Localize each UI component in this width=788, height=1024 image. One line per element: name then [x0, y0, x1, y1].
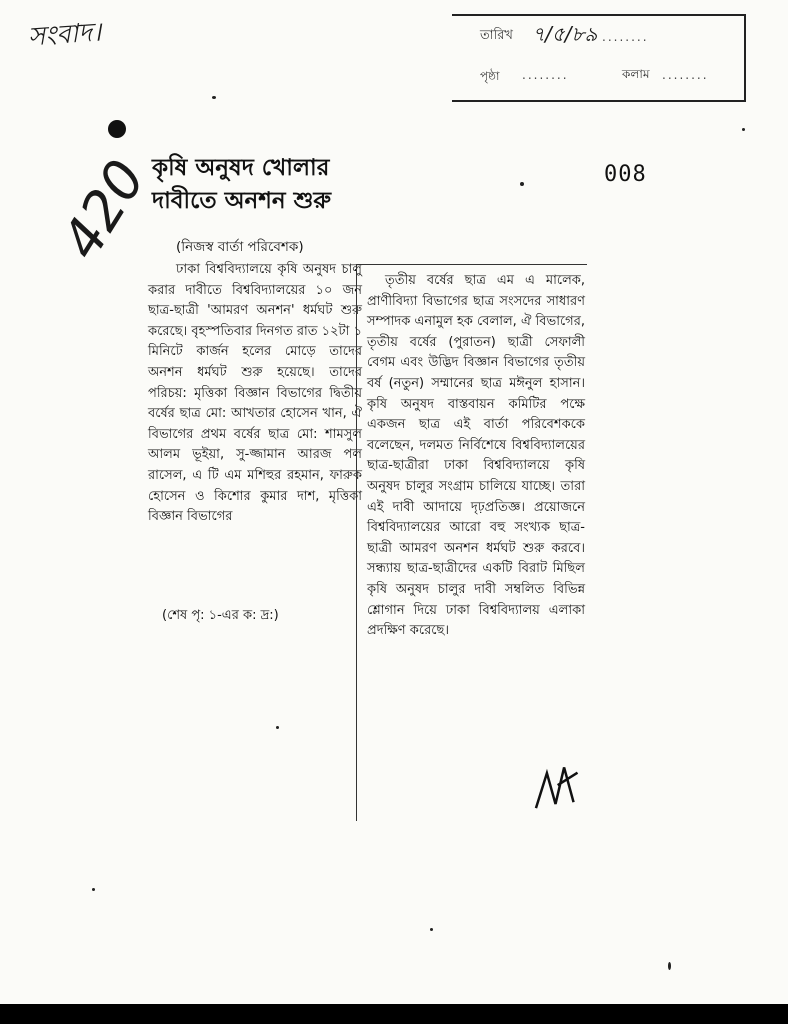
scan-speck — [668, 962, 671, 970]
scan-bottom-edge — [0, 1004, 788, 1024]
article-body-left: ঢাকা বিশ্ববিদ্যালয়ে কৃষি অনুষদ চালু করার দাবীতে বিশ্ববিদ্যালয়ের ১০ জন ছাত্র-ছাত্রী 'আমরণ অনশন' ধর্মঘট শুরু করেছে। বৃহস্পতিবার দিনগত রাত ১২টা ১ মিনিটে কার্জন হলের মোড়ে তাদের অনশন ধর্মঘট শুরু হয়েছে। তাদের পরিচয়: মৃত্তিকা বিজ্ঞান বিভাগের দ্বিতীয় বর্ষের ছাত্র মো: আখতার হোসেন খান, ঐ বিভাগের প্রথম বর্ষের ছাত্র মো: শামসুল আলম ভূইয়া, সু-জ্জামান আরজ পল রাসেল, এ টি এম মশিহুর রহমান, ফারুক হোসেন ও কিশোর কুমার দাশ, মৃত্তিকা বিজ্ঞান বিভাগের — [148, 262, 362, 525]
column-dots: ........ — [662, 68, 709, 82]
article-byline: (নিজস্ব বার্তা পরিবেশক) — [176, 239, 304, 255]
file-number: 008 — [604, 162, 647, 187]
reference-stamp — [452, 14, 746, 102]
column-label: কলাম — [622, 67, 650, 81]
signature-scribble — [524, 759, 592, 815]
article-headline: কৃষি অনুষদ খোলার দাবীতে অনশন শুরু — [152, 155, 332, 215]
scan-speck — [742, 128, 745, 131]
scan-speck — [92, 888, 95, 891]
scan-speck — [276, 726, 279, 729]
scan-speck — [430, 928, 433, 931]
scan-speck — [212, 96, 216, 99]
margin-handwritten-number: 420 — [49, 149, 158, 270]
article-clipping-left — [148, 152, 364, 630]
newspaper-source-annotation: সংবাদ। — [26, 17, 103, 53]
bullet-mark — [108, 120, 126, 138]
article-clipping-right — [356, 264, 587, 821]
date-value: ৭/৫/৮৯ — [532, 22, 598, 46]
continuation-note: (শেষ পৃ: ১-এর ক: দ্র:) — [162, 608, 279, 623]
date-dots: ........ — [602, 30, 649, 44]
page-dots: ........ — [522, 68, 569, 82]
initials-signature — [524, 759, 594, 823]
page-label: পৃষ্ঠা — [480, 69, 500, 83]
article-body-right: তৃতীয় বর্ষের ছাত্র এম এ মালেক, প্রাণীবিদ্যা বিভাগের ছাত্র সংসদের সাধারণ সম্পাদক এনামুল হক বেলাল, ঐ বিভাগের, তৃতীয় বর্ষের (পুরাতন) ছাত্রী সেফালী বেগম এবং উদ্ভিদ বিজ্ঞান বিভাগের তৃতীয় বর্ষ (নতুন) সম্মানের ছাত্র মঈনুল হাসান। কৃষি অনুষদ বাস্তবায়ন কমিটির পক্ষে একজন ছাত্র এই বার্তা পরিবেশককে বলেছেন, দলমত নির্বিশেষে বিশ্ববিদ্যালয়ের ছাত্র-ছাত্রীরা ঢাকা বিশ্ববিদ্যালয়ে কৃষি অনুষদ চালুর সংগ্রাম চালিয়ে যাচ্ছে। তারা এই দাবী আদায়ে দৃঢ়প্রতিজ্ঞ। প্রয়োজনে বিশ্ববিদ্যালয়ের আরো বহু সংখ্যক ছাত্র-ছাত্রী আমরণ অনশন ধর্মঘট শুরু করবে। সন্ধ্যায় ছাত্র-ছাত্রীদের একটি বিরাট মিছিল কৃষি অনুষদ চালুর দাবী সম্বলিত বিভিন্ন শ্লোগান দিয়ে ঢাকা বিশ্ববিদ্যালয় এলাকা প্রদক্ষিণ করেছে। — [367, 273, 585, 639]
scan-speck — [520, 182, 524, 186]
date-label: তারিখ — [480, 28, 513, 43]
